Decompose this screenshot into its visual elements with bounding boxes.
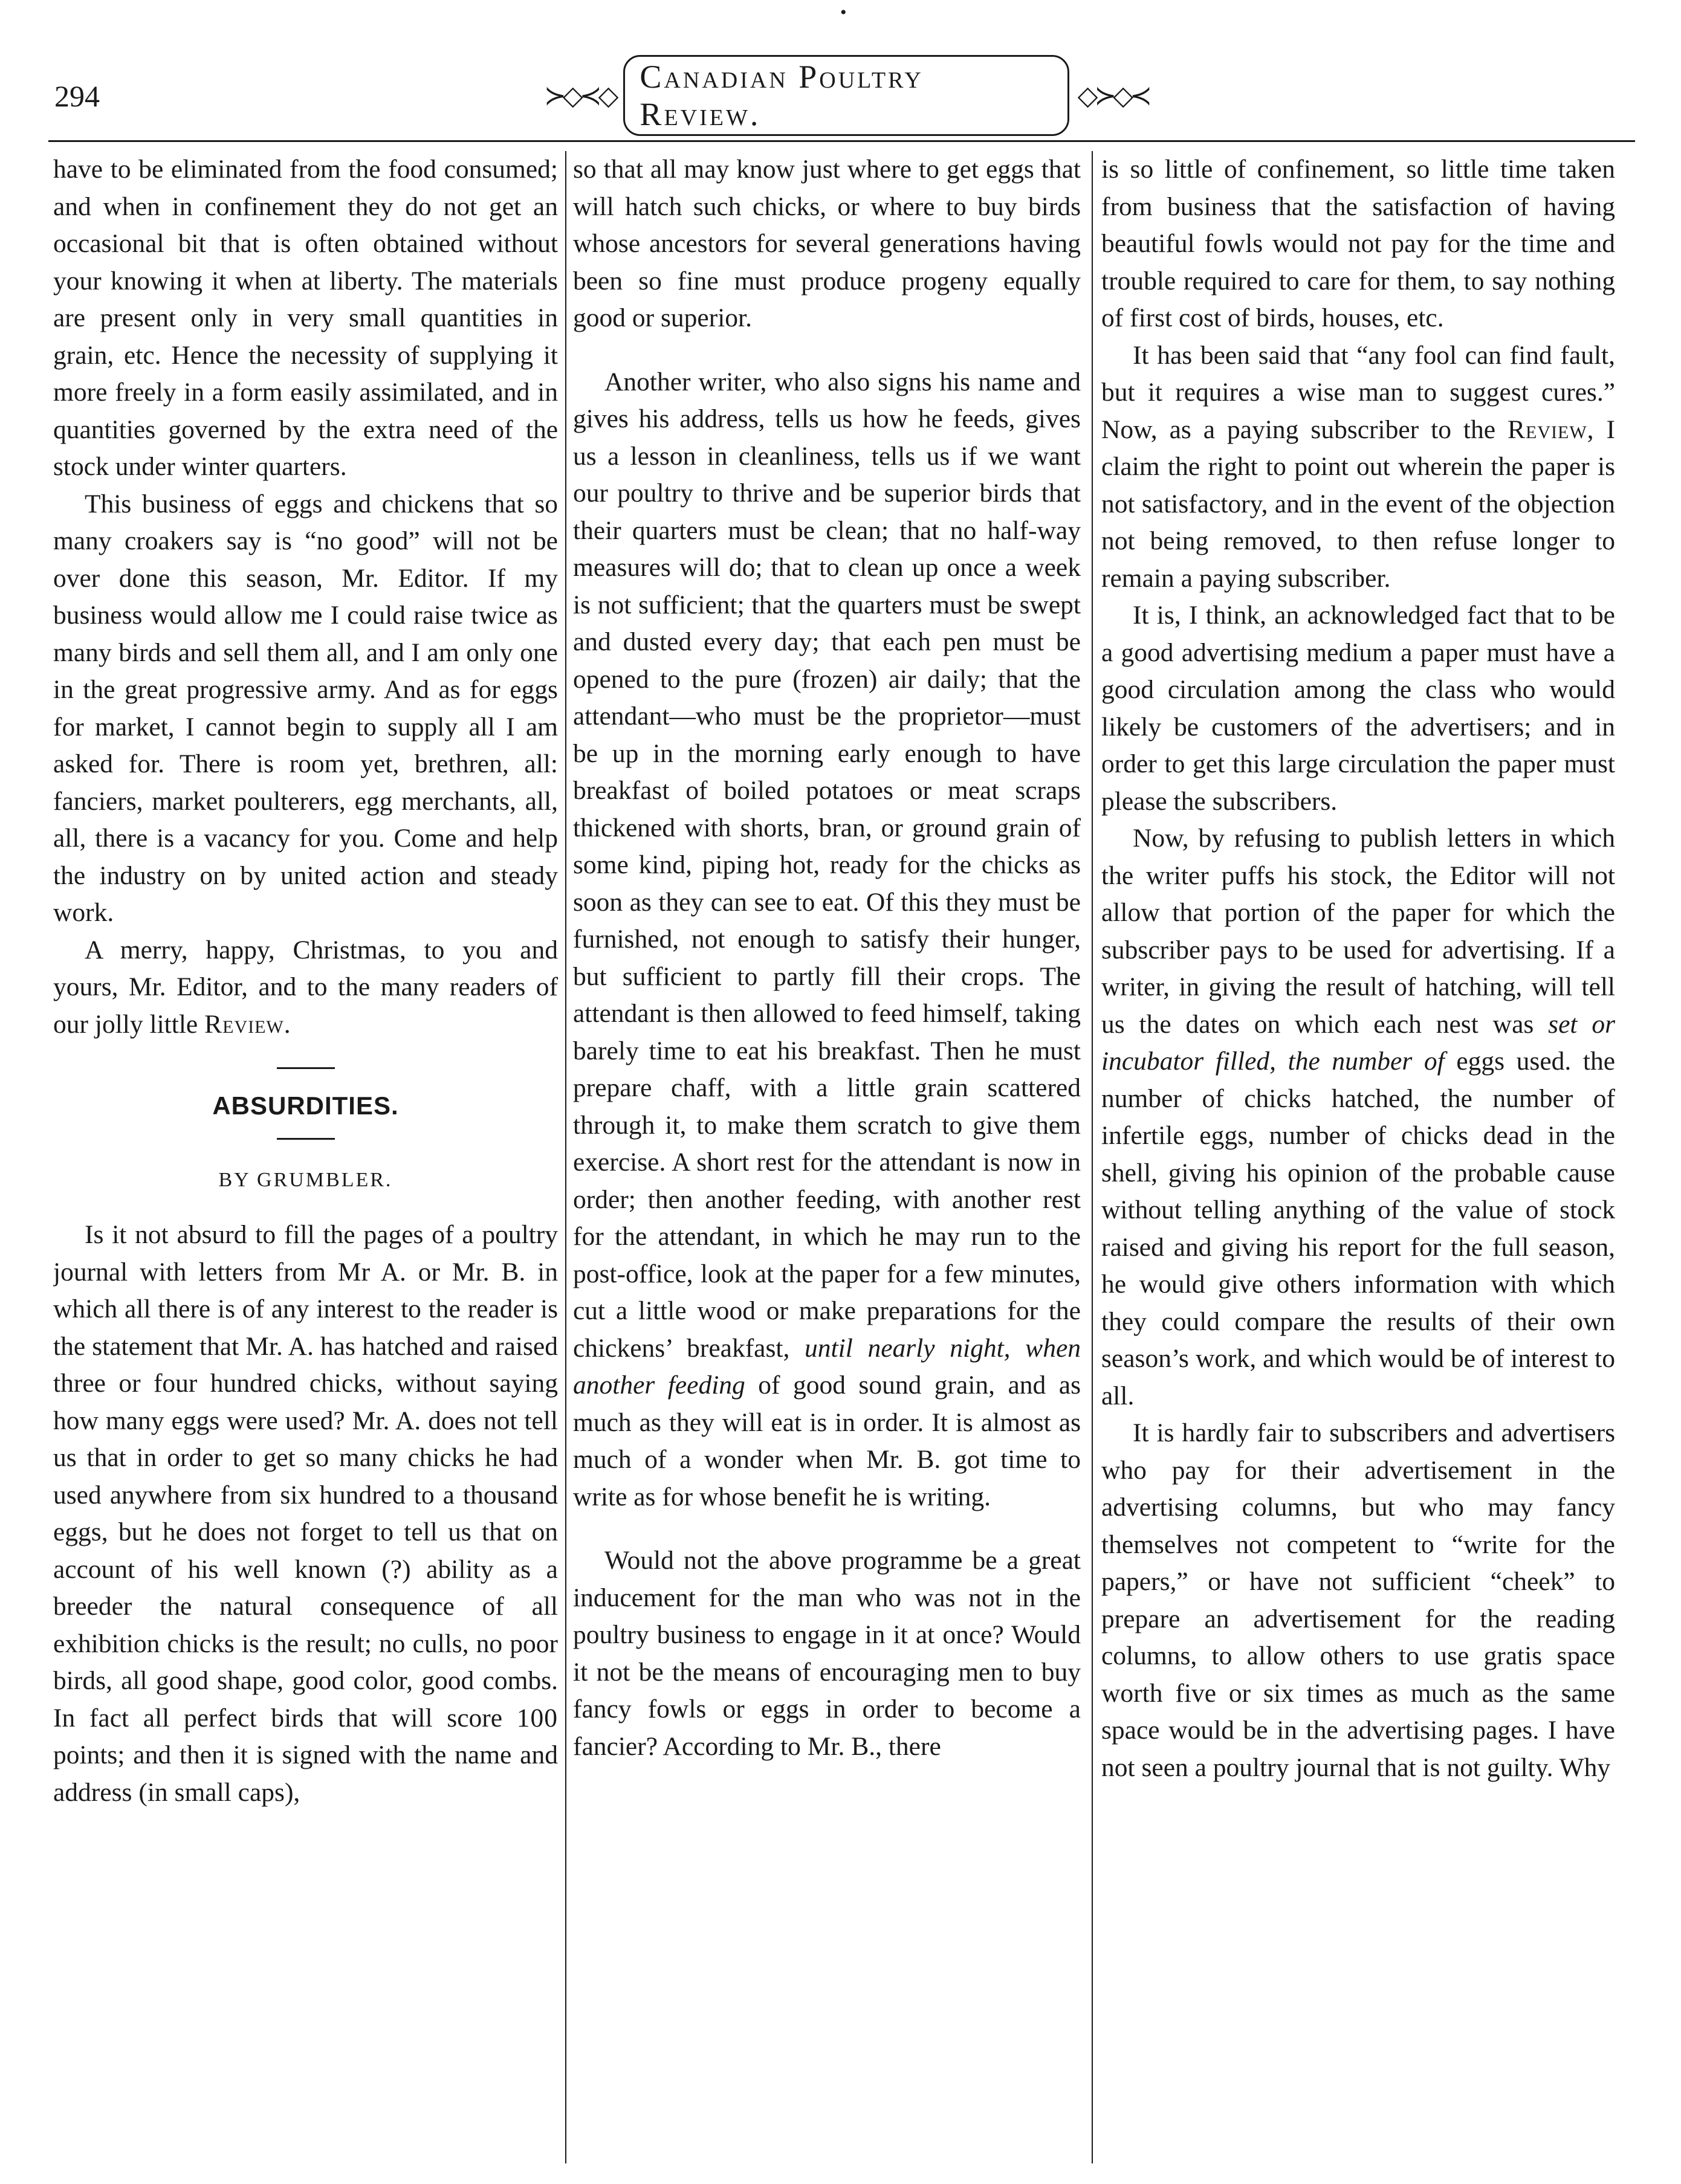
article-byline: BY GRUMBLER. xyxy=(218,1168,393,1191)
paragraph-gap xyxy=(573,337,1081,364)
article-heading: ABSURDITIES. xyxy=(212,1091,399,1120)
paragraph: is so little of confinement, so little time taken from business that the satisfaction of having beautiful fowls would not pay for the time and trouble required to care for them, to say nothing of first cost of birds, houses, etc. xyxy=(1101,155,1615,332)
italic-text: set or incubator filled, the number of xyxy=(1101,1009,1615,1076)
text-run: Is it not absurd to fill the pages of a poultry journal with letters from Mr A. or Mr. B. in which all there is of any interest to the reader is the statement that Mr. A. has hatched and raised three or four hundred chicks, without saying how many eggs were used? Mr. A. does not tell us that in order to get so many chicks he had used anywhere from six hundred to a thousand eggs, but he does not forget to tell us that on account of his well known (?) ability as a breeder the natural consequence of all exhibition chicks is the result; no culls, no poor birds, all good shape, good color, good combs. In fact all perfect birds that will score xyxy=(53,1220,558,1733)
text-run: A merry, happy, Christmas, to you and yours, Mr. Editor, and to the many readers of our jolly little xyxy=(53,935,558,1039)
paragraph: This business of eggs and chickens that so many croakers say is “no good” will not be over done this season, Mr. Editor. If my business would allow me I could raise twice as many birds and sell them all, and I am only one in the great progressive army. And as for eggs for market, I cannot begin to supply all I am asked for. There is room yet, brethren, all: fanciers, market poulterers, egg merchants, all, all, there is a vacancy for you. Come and help the industry on by united action and steady work. xyxy=(53,489,558,927)
text-run: I claim the right to point out wherein the paper is not satisfactory, and in the event of the objection not being removed, to then refuse longer to remain a paying subscriber. xyxy=(1101,415,1615,593)
text-run: points; and then it is signed with the name and address (in small caps), xyxy=(53,1740,558,1807)
column-2 xyxy=(573,151,1081,2163)
journal-name: Review, xyxy=(1508,415,1595,444)
right-ornament-icon: ◇≻◇≺ xyxy=(1077,80,1148,111)
masthead xyxy=(544,59,1148,132)
paragraph xyxy=(1101,820,1615,1415)
column-divider xyxy=(565,151,566,2163)
paragraph xyxy=(53,932,558,1044)
text-run: It has been said that “any fool can find fault, but it requires a wise man to suggest cures.” Now, as a paying subscriber to the xyxy=(1101,340,1615,444)
paragraph xyxy=(1101,337,1615,598)
page-number: 294 xyxy=(54,79,100,113)
page-header xyxy=(0,0,1681,139)
text-run: eggs used. the number of chicks hatched, the number of infertile eggs, number of chicks dead in the shell, giving his opinion of the probable cause without telling anything of the value of stock raised and giving his report for the full season, he would give others information with which they could compare the results of their own season’s work, and which would be of interest to all. xyxy=(1101,1047,1615,1410)
paragraph: have to be eliminated from the food consumed; and when in confinement they do not get an occasional bit that is often obtained without your knowing it when at liberty. The materials are present only in very small quantities in grain, etc. Hence the necessity of supplying it more freely in a form easily assimilated, and in quantities governed by the extra need of the stock under winter quarters. xyxy=(53,155,558,481)
column-divider xyxy=(1092,151,1093,2163)
paragraph: so that all may know just where to get eggs that will hatch such chicks, or where to buy birds whose ancestors for several generations having been so fine must produce progeny equally good or superior. xyxy=(573,155,1081,332)
section-rule xyxy=(277,1067,335,1069)
text-run: of good sound grain, and as much as they will eat is in order. It is almost as much of a wonder when Mr. B. got time to write as for whose benefit he is writing. xyxy=(573,1371,1081,1511)
print-speck: • xyxy=(840,2,847,22)
column-3 xyxy=(1101,151,1615,2163)
paragraph: It is, I think, an acknowledged fact that to be a good advertising medium a paper must have a good circulation among the class who would likely be customers of the advertisers; and in order to get this large circulation the paper must please the subscribers. xyxy=(1101,601,1615,816)
text-run: 100 xyxy=(516,1703,558,1733)
section-rule xyxy=(277,1138,335,1140)
left-ornament-icon: ≻◇≺◇ xyxy=(544,80,615,111)
text-run: Now, by refusing to publish letters in which the writer puffs his stock, the Editor will not allow that portion of the paper for which the subscriber pays to be used for advertising. If a writer, in giving the result of hatching, will tell us the dates on which each nest was xyxy=(1101,824,1615,1039)
column-1 xyxy=(53,151,558,2163)
paragraph-gap xyxy=(573,1516,1081,1542)
paragraph: Would not the above programme be a great inducement for the man who was not in the poultry business to engage in it at once? Would it not be the means of encouraging men to buy fancy fowls or eggs in order to become a fancier? According to Mr. B., there xyxy=(573,1546,1081,1761)
journal-name: Review. xyxy=(204,1009,291,1039)
paragraph: It is hardly fair to subscribers and advertisers who pay for their advertisement in the advertising columns, but who may fancy themselves not competent to “write for the papers,” or have not sufficient “cheek” to prepare an advertisement for the reading columns, to allow others to use gratis space worth five or six times as much as the same space would be in the advertising pages. I have not seen a poultry journal that is not guilty. Why xyxy=(1101,1418,1615,1782)
header-rule xyxy=(48,140,1635,142)
text-run: Another writer, who also signs his name and gives his address, tells us how he feeds, gives us a lesson in cleanliness, tells us if we want our poultry to thrive and be superior birds that their quarters must be clean; that no half-way measures will do; that to clean up once a week is not sufficient; that the quarters must be swept and dusted every day; that each pen must be opened to the pure (frozen) air daily; that the attendant—who must be the proprietor—must be up in the morning early enough to have breakfast of boiled potatoes or meat scraps thickened with shorts, bran, or ground grain of some kind, piping hot, ready for the chicks as soon as they can see to eat. Of this they must be furnished, not enough to satisfy their hunger, but sufficient to partly fill their crops. The attendant is then allowed to feed himself, taking barely time to eat his breakfast. Then he must prepare chaff, with a little grain scattered through it, to make them scratch to give them exercise. A short rest for the attendant is now in order; then another feeding, with another rest for the attendant, in which he may run to the post-office, look at the paper for a few minutes, cut a little wood or make preparations for the chickens’ breakfast, xyxy=(573,367,1081,1363)
paragraph xyxy=(573,364,1081,1516)
journal-title: Canadian Poultry Review. xyxy=(623,55,1069,136)
paragraph xyxy=(53,1216,558,1811)
italic-text: until nearly night, when another feeding xyxy=(573,1333,1081,1400)
